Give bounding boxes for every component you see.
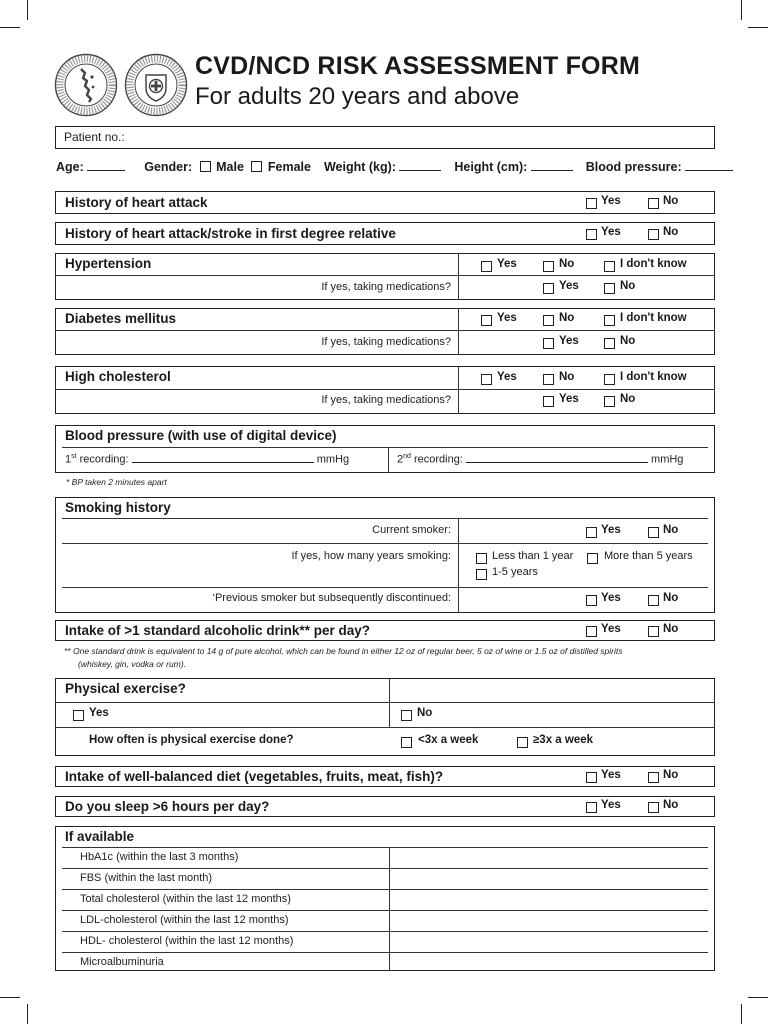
family-history-yes-label: Yes — [601, 226, 621, 238]
patient-number-field[interactable] — [55, 126, 715, 149]
family-history-no-checkbox[interactable] — [648, 229, 659, 240]
lab-item-name: HbA1c — [80, 851, 114, 863]
crop-mark — [0, 997, 20, 998]
height-blank[interactable] — [531, 170, 573, 171]
diet-no-checkbox[interactable] — [648, 772, 659, 783]
hypertension-question: Hypertension — [65, 256, 152, 271]
sleep-yes-checkbox[interactable] — [586, 802, 597, 813]
diabetes-dont-know-label: I don't know — [620, 312, 687, 324]
divider — [55, 702, 715, 703]
current-smoker-no-label: No — [663, 524, 679, 536]
age-blank[interactable] — [87, 170, 125, 171]
hypertension-meds-no-label: No — [620, 280, 636, 292]
bp-note: * BP taken 2 minutes apart — [66, 477, 167, 487]
hypertension-meds-yes-label: Yes — [559, 280, 579, 292]
divider — [62, 931, 708, 932]
crop-mark — [748, 997, 768, 998]
heart-attack-no-checkbox[interactable] — [648, 198, 659, 209]
lab-results-title: If available — [65, 829, 135, 844]
divider — [55, 275, 715, 276]
patient-number-label: Patient no.: — [64, 130, 125, 144]
bp-recording-2-num: 2 — [397, 453, 404, 466]
weight-blank[interactable] — [399, 170, 441, 171]
family-history-question: History of heart attack/stroke in first degree relative — [65, 226, 396, 241]
hypertension-dont-know-label: I don't know — [620, 258, 687, 270]
demographics-row — [56, 160, 733, 174]
sleep-no-label: No — [663, 799, 679, 811]
diabetes-yes-label: Yes — [497, 312, 517, 324]
lab-item-value-field[interactable] — [392, 954, 706, 971]
blood-pressure-label: Blood pressure: — [585, 160, 682, 174]
exercise-less-3x-checkbox[interactable] — [401, 737, 412, 748]
cholesterol-question: High cholesterol — [65, 369, 171, 384]
lab-item-label — [80, 872, 212, 884]
exercise-3x-plus-checkbox[interactable] — [517, 737, 528, 748]
lab-item-value-field[interactable] — [392, 891, 706, 908]
cholesterol-no-checkbox[interactable] — [543, 374, 554, 385]
alcohol-no-checkbox[interactable] — [648, 626, 659, 637]
cholesterol-meds-no-label: No — [620, 393, 636, 405]
crop-mark — [741, 0, 742, 20]
alcohol-note-line-2: (whiskey, gin, vodka or rum). — [78, 659, 187, 669]
hypertension-medications-label: If yes, taking medications? — [321, 281, 451, 293]
department-of-health-seal-icon — [124, 53, 188, 117]
lab-item-value-field[interactable] — [392, 870, 706, 887]
bp-recording-2-sup: nd — [403, 453, 411, 460]
divider — [62, 543, 708, 544]
lab-item-label — [80, 956, 164, 968]
bp-recording-2[interactable] — [397, 453, 683, 466]
heart-attack-question: History of heart attack — [65, 195, 208, 210]
current-smoker-no-checkbox[interactable] — [648, 527, 659, 538]
lab-item-period: (within the last 12 months) — [164, 935, 294, 947]
bp-recording-1[interactable] — [65, 453, 349, 466]
alcohol-note-line-1: ** One standard drink is equivalent to 14 g of pure alcohol, which can be found in either 12 oz of regular beer, 5 oz of wine or 1.5 oz of distilled spirits — [64, 646, 623, 656]
diet-question: Intake of well-balanced diet (vegetables, fruits, meat, fish)? — [65, 769, 444, 784]
exercise-yes-label: Yes — [89, 707, 109, 719]
previous-smoker-yes-label: Yes — [601, 592, 621, 604]
diabetes-medications-label: If yes, taking medications? — [321, 336, 451, 348]
form-subtitle: For adults 20 years and above — [195, 83, 520, 110]
lab-item-period: (within the last 3 months) — [116, 851, 239, 863]
lab-item-period: (within the last month) — [104, 872, 213, 884]
cholesterol-yes-checkbox[interactable] — [481, 374, 492, 385]
sleep-question: Do you sleep >6 hours per day? — [65, 799, 270, 814]
exercise-frequency-label: How often is physical exercise done? — [89, 734, 294, 746]
lab-item-name: HDL- cholesterol — [80, 935, 162, 947]
age-label: Age: — [56, 160, 84, 174]
exercise-less-3x-label: <3x a week — [418, 734, 479, 746]
form-title: CVD/NCD RISK ASSESSMENT FORM — [195, 52, 640, 80]
previous-smoker-no-checkbox[interactable] — [648, 595, 659, 606]
crop-mark — [748, 27, 768, 28]
lab-item-period: (within the last 12 months) — [160, 914, 289, 926]
female-checkbox[interactable] — [251, 161, 262, 172]
alcohol-yes-checkbox[interactable] — [586, 626, 597, 637]
previous-smoker-no-label: No — [663, 592, 679, 604]
current-smoker-yes-checkbox[interactable] — [586, 527, 597, 538]
divider — [458, 366, 459, 414]
diabetes-meds-yes-label: Yes — [559, 335, 579, 347]
diabetes-yes-checkbox[interactable] — [481, 315, 492, 326]
divider — [388, 447, 389, 473]
divider — [62, 847, 708, 848]
previous-smoker-yes-checkbox[interactable] — [586, 595, 597, 606]
bp-recording-1-unit: mmHg — [316, 453, 350, 466]
smoking-years-label: If yes, how many years smoking: — [291, 550, 451, 562]
cholesterol-meds-yes-checkbox[interactable] — [543, 396, 554, 407]
smoking-more-5-years-checkbox[interactable] — [587, 553, 598, 564]
lab-item-name: LDL-cholesterol — [80, 914, 158, 926]
divider — [55, 727, 715, 728]
lab-item-value-field[interactable] — [392, 933, 706, 950]
bp-recording-1-blank[interactable] — [132, 462, 314, 463]
hypertension-dont-know-checkbox[interactable] — [604, 261, 615, 272]
hypertension-yes-checkbox[interactable] — [481, 261, 492, 272]
exercise-3x-plus-label: ≥3x a week — [533, 734, 594, 746]
sleep-yes-label: Yes — [601, 799, 621, 811]
diabetes-no-checkbox[interactable] — [543, 315, 554, 326]
divider — [62, 518, 708, 519]
crop-mark — [741, 1004, 742, 1024]
bp-recording-2-unit: mmHg — [651, 453, 684, 466]
diabetes-question: Diabetes mellitus — [65, 311, 177, 326]
lab-item-label — [80, 851, 238, 863]
crop-mark — [0, 27, 20, 28]
lab-item-label — [80, 893, 291, 905]
male-label: Male — [216, 160, 244, 174]
crop-mark — [27, 0, 28, 20]
male-checkbox[interactable] — [200, 161, 211, 172]
current-smoker-yes-label: Yes — [601, 524, 621, 536]
alcohol-question: Intake of >1 standard alcoholic drink** per day? — [65, 623, 370, 638]
smoking-title: Smoking history — [65, 500, 171, 515]
bp-recording-1-num: 1 — [65, 453, 72, 466]
divider — [62, 910, 708, 911]
hypertension-no-checkbox[interactable] — [543, 261, 554, 272]
diabetes-no-label: No — [559, 312, 575, 324]
lab-item-name: Total cholesterol — [80, 893, 160, 905]
cholesterol-dont-know-label: I don't know — [620, 371, 687, 383]
diabetes-meds-yes-checkbox[interactable] — [543, 338, 554, 349]
bp-recording-1-sup: st — [71, 453, 77, 460]
blood-pressure-title: Blood pressure (with use of digital device) — [65, 428, 337, 443]
female-label: Female — [267, 160, 311, 174]
divider — [62, 889, 708, 890]
sleep-no-checkbox[interactable] — [648, 802, 659, 813]
divider — [55, 330, 715, 331]
divider — [62, 587, 708, 588]
heart-attack-yes-label: Yes — [601, 195, 621, 207]
previous-smoker-label: ‘Previous smoker but subsequently discontinued: — [212, 592, 451, 604]
lab-item-value-field[interactable] — [392, 912, 706, 929]
diet-yes-label: Yes — [601, 769, 621, 781]
cholesterol-dont-know-checkbox[interactable] — [604, 374, 615, 385]
bp-recording-2-label: recording: — [413, 453, 463, 466]
hypertension-yes-label: Yes — [497, 258, 517, 270]
smoking-less-1-year-label: Less than 1 year — [492, 550, 574, 562]
diabetes-meds-no-checkbox[interactable] — [604, 338, 615, 349]
diabetes-meds-no-label: No — [620, 335, 636, 347]
lab-item-label — [80, 935, 293, 947]
bp-recording-1-label: recording: — [79, 453, 129, 466]
divider — [458, 308, 459, 355]
exercise-yes-checkbox[interactable] — [73, 710, 84, 721]
smoking-more-5-years-label: More than 5 years — [604, 550, 693, 562]
exercise-no-label: No — [417, 707, 433, 719]
lab-item-label — [80, 914, 289, 926]
smoking-less-1-year-checkbox[interactable] — [476, 553, 487, 564]
gender-label: Gender: — [144, 160, 193, 174]
divider — [55, 389, 715, 390]
weight-label: Weight (kg): — [323, 160, 396, 174]
heart-attack-yes-checkbox[interactable] — [586, 198, 597, 209]
divider — [62, 447, 708, 448]
cholesterol-no-label: No — [559, 371, 575, 383]
lab-item-value-field[interactable] — [392, 849, 706, 866]
alcohol-yes-label: Yes — [601, 623, 621, 635]
cholesterol-meds-no-checkbox[interactable] — [604, 396, 615, 407]
hypertension-meds-yes-checkbox[interactable] — [543, 283, 554, 294]
cholesterol-medications-label: If yes, taking medications? — [321, 394, 451, 406]
diabetes-dont-know-checkbox[interactable] — [604, 315, 615, 326]
exercise-no-checkbox[interactable] — [401, 710, 412, 721]
divider — [62, 868, 708, 869]
divider — [62, 952, 708, 953]
family-history-yes-checkbox[interactable] — [586, 229, 597, 240]
lab-item-period: (within the last 12 months) — [162, 893, 291, 905]
divider — [458, 253, 459, 300]
lab-item-name: Microalbuminuria — [80, 956, 164, 968]
diet-no-label: No — [663, 769, 679, 781]
current-smoker-label: Current smoker: — [372, 524, 451, 536]
exercise-question: Physical exercise? — [65, 681, 186, 696]
blood-pressure-blank[interactable] — [685, 170, 733, 171]
hypertension-no-label: No — [559, 258, 575, 270]
lab-item-name: FBS — [80, 872, 102, 884]
divider — [389, 678, 390, 727]
diet-yes-checkbox[interactable] — [586, 772, 597, 783]
family-history-no-label: No — [663, 226, 679, 238]
cholesterol-yes-label: Yes — [497, 371, 517, 383]
bp-recording-2-blank[interactable] — [466, 462, 648, 463]
hypertension-meds-no-checkbox[interactable] — [604, 283, 615, 294]
height-label: Height (cm): — [454, 160, 528, 174]
hypertension-society-seal-icon — [54, 53, 118, 117]
smoking-1-5-years-checkbox[interactable] — [476, 569, 487, 580]
smoking-1-5-years-label: 1-5 years — [492, 566, 538, 578]
divider — [458, 518, 459, 613]
crop-mark — [27, 1004, 28, 1024]
alcohol-no-label: No — [663, 623, 679, 635]
heart-attack-no-label: No — [663, 195, 679, 207]
cholesterol-meds-yes-label: Yes — [559, 393, 579, 405]
